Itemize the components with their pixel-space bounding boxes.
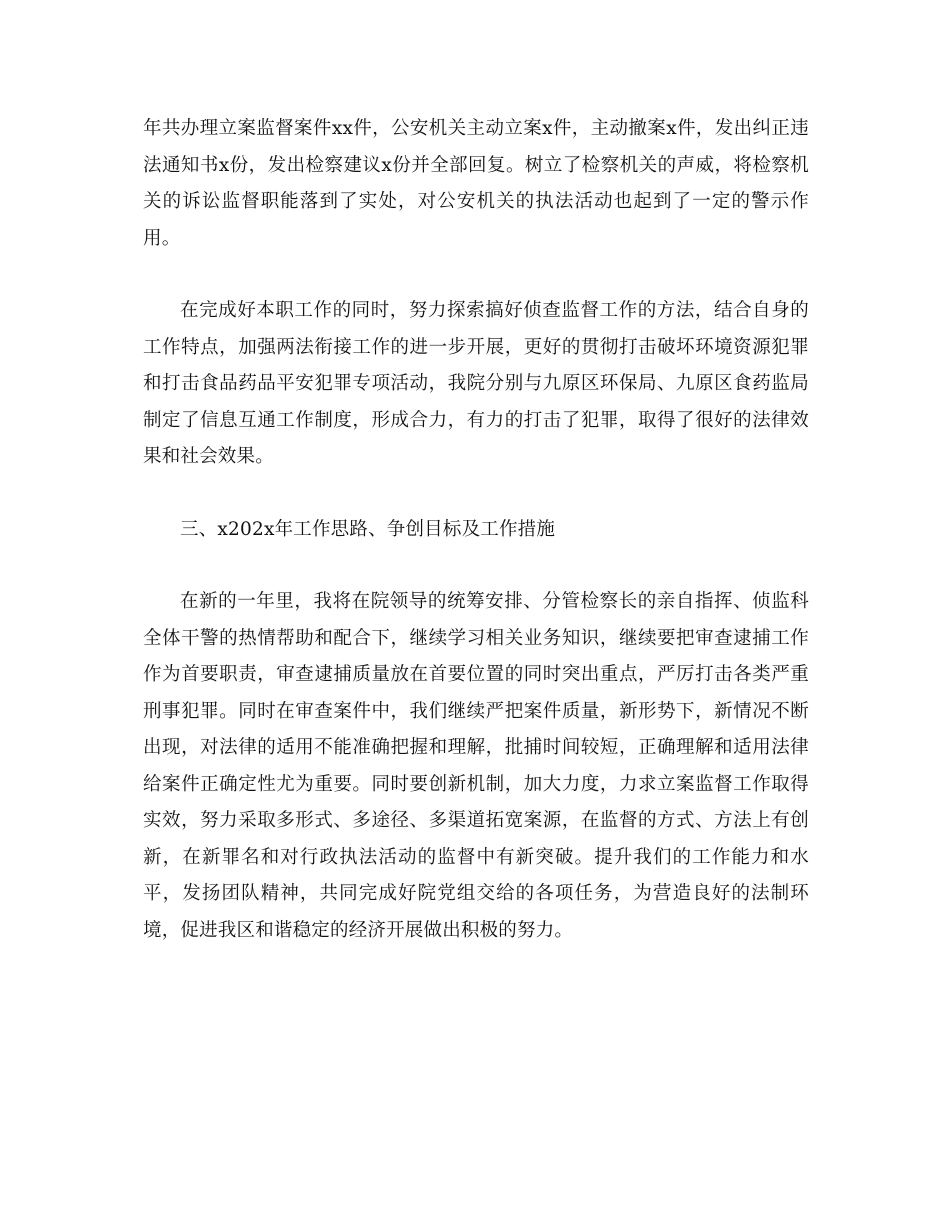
document-body — [143, 111, 809, 949]
paragraph-case-supervision-summary: 年共办理立案监督案件xx件，公安机关主动立案x件，主动撤案x件，发出纠正违法通知书x份，发出检察建议x份并全部回复。树立了检察机关的声威，将检察机关的诉讼监督职能落到了实处，对公安机关的执法活动也起到了一定的警示作用。 — [143, 118, 809, 249]
section-heading-work-plan: 三、x202x年工作思路、争创目标及工作措施 — [180, 518, 556, 540]
paragraph-new-year-plan: 在新的一年里，我将在院领导的统筹安排、分管检察长的亲自指挥、侦监科全体干警的热情帮助和配合下，继续学习相关业务知识，继续要把审查逮捕工作作为首要职责，审查逮捕质量放在首要位置的同时突出重点，严厉打击各类严重刑事犯罪。同时在审查案件中，我们继续严把案件质量，新形势下，新情况不断出现，对法律的适用不能准确把握和理解，批捕时间较短，正确理解和适用法律给案件正确定性尤为重要。同时要创新机制，加大力度，力求立案监督工作取得实效，努力采取多形式、多途径、多渠道拓宽案源，在监督的方式、方法上有创新，在新罪名和对行政执法活动的监督中有新突破。提升我们的工作能力和水平，发扬团队精神，共同完成好院党组交给的各项任务，为营造良好的法制环境，促进我区和谐稳定的经济开展做出积极的努力。 — [143, 591, 809, 941]
paragraph-investigation-supervision-methods: 在完成好本职工作的同时，努力探索搞好侦查监督工作的方法，结合自身的工作特点，加强两法衔接工作的进一步开展，更好的贯彻打击破坏环境资源犯罪和打击食品药品平安犯罪专项活动，我院分别与九原区环保局、九原区食药监局制定了信息互通工作制度，形成合力，有力的打击了犯罪，取得了很好的法律效果和社会效果。 — [143, 300, 809, 467]
